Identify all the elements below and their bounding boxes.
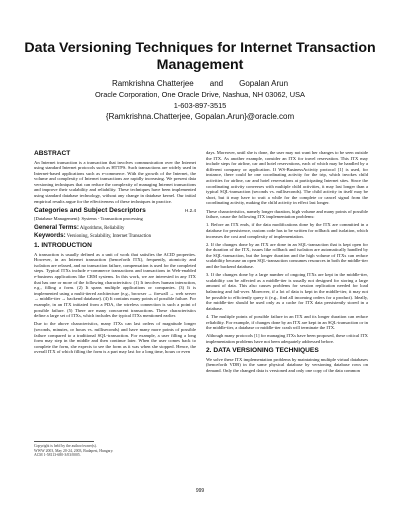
right-column [206, 150, 368, 376]
categories-body: [Database Management]: Systems - Transaction processing [34, 216, 143, 222]
author-and: and [209, 79, 224, 88]
author-phone: 1-603-897-3515 [173, 101, 227, 110]
general-terms-value: Algorithms, Reliability [79, 225, 125, 231]
right-paragraph-2: These characteristics, namely longer duration, high volume and many points of possible failure, cause the following ITX implementation problems: [206, 208, 368, 220]
page-number: 999 [195, 488, 205, 494]
problem-item-2: 2. If the changes done by an ITX are done in an SQL-transaction that is kept open for the duration of the ITX, issues like rollback and isolation are automatically handled by the SQL-transaction, but the longer duration and the high volume of ITXs can reduce scalability because an open SQL-transaction consumes resources in both the middle-tier and the backend database. [206, 241, 368, 270]
section-2-heading: 2. DATA VERSIONING TECHNIQUES [206, 347, 319, 355]
intro-paragraph-1: A transaction is usually defined as a unit of work that satisfies the ACID properties. However, in an Internet transaction (henceforth ITX), frequently, atomicity and isolation are relaxed, and no transaction failure, compensation is used for the completed steps. Typical ITXs include e-commerce transactions and transactions in Web-enabled e-business applications like CRM systems. In this work, we are interested in any ITX that has one or more of the following characteristics: (1) It involves human interaction, e.g., filling a form. (2) It spans multiple applications or companies. (3) It is implemented using a multi-tiered architecture (e.g., browser → firewall → web server → middle-tier → backend database). (4) It contains many points of possible failure. For example, in an ITX initiated from a PDA, the wireless connection is such a point of possible failure. (5) There are many concurrent transactions. These characteristics define a large set of ITXs, which includes the typical ITXs mentioned earlier. [34, 251, 196, 319]
left-column [34, 148, 196, 358]
keywords-value: Versioning, Scalability, Internet Transaction [66, 234, 152, 240]
paper-title: Data Versioning Techniques for Internet Transaction Management [24, 40, 376, 73]
intro-paragraph-2: Due to the above characteristics, many ITXs can last orders of magnitude longer (seconds, minutes, or hours vs. milliseconds) and have many more points of possible failure compared to a traditional SQL-transaction. For example, a user filling a long form may step in the middle and then continue later. When the user comes back to complete the form, she expects to see the form as it was when she stopped. Hence, the overall ITX of which filling the form is a part may last for a long time, hours or even [34, 321, 196, 355]
right-paragraph-3: Although many protocols [1] for managing ITXs have been proposed, these critical ITX implementation problems have not been adequately addressed before. [206, 333, 368, 344]
problem-item-1: 1. Before an ITX ends, if the data modifications done by the ITX are committed in a database for persistence, custom code has to be written for rollback and isolation, which increases the cost and complexity of implementation. [206, 222, 368, 239]
categories-heading: Categories and Subject Descriptors H.2.4 [34, 206, 196, 214]
problem-item-4: 4. The multiple points of possible failure in an ITX and its longer duration can reduce reliability. For example, if changes done by an ITX are kept in an SQL-transaction or in the middle-tier, a database or middle-tier crash will terminate the ITX. [206, 314, 368, 331]
abstract-text: An Internet transaction is a transaction that involves communication over the Internet using standard Internet protocols such as HTTPS. Such transactions are widely used in Internet-based applications such as e-commerce. With the growth of the Internet, the volume and complexity of Internet transactions are rapidly increasing. We present data versioning techniques that can reduce the complexity of managing Internet transactions and improve their scalability and reliability. These techniques have been implemented using standard database technology, without any change in database kernel. Our initial empirical results argue for the effectiveness of these techniques in practice. [34, 159, 196, 204]
right-paragraph-4: We solve these ITX implementation problems by maintaining multiple virtual databases (henceforth VDB) in the same physical database by versioning database rows on demand. Only the changed data is versioned and only one copy of the data common [206, 356, 368, 373]
copyright-notice [34, 441, 174, 458]
right-paragraph-1: days. Moreover, until she is done, the user may not want her changes to be seen outside the ITX. As another example, consider an ITX for travel reservation. This ITX may include steps for airline, car and hotel reservations, each of which may be handled by a different company or application. If WS-BusinessActivity protocol [1] is used, for instance, there could be one coordinating activity for the trip, which invokes child activities for airline, car and hotel reservations at participating Internet sites. Since the coordinating activity converses with multiple child activities, it may last longer than a typical SQL-transaction (seconds vs. milliseconds). The child activity in itself may be short, but it may have to wait a while for the complete or cancel signal from the coordinating activity, making the child activity in effect last longer. [206, 150, 368, 206]
abstract-heading: ABSTRACT [34, 150, 71, 157]
general-terms [34, 225, 196, 232]
categories-code: H.2.4 [185, 207, 196, 213]
author-name-2: Gopalan Arun [239, 79, 289, 88]
problem-item-3: 3. If the changes done by a large number of ongoing ITXs are kept in the middle-tier, scalability can be affected as a middle-tier is usually not designed for storing a large amount of data. This also causes problems for session replication needed for load balancing and fail-over. Moreover, if a lot of data is kept in the middle-tier, it may not be possible to efficiently query it (e.g., find all incoming orders for a product). Ideally, the middle-tier should be used only as a cache for ITX data persistently stored in a database. [206, 272, 368, 311]
author-names [20, 78, 380, 89]
author-emails: {Ramkrishna.Chatterjee, Gopalan.Arun}@oracle.com [105, 112, 295, 121]
keywords [34, 233, 196, 240]
copyright-line-1: Copyright is held by the author/owner(s). [34, 444, 97, 448]
general-terms-label: General Terms: [34, 223, 79, 231]
keywords-label: Keywords: [34, 232, 66, 240]
author-name-1: Ramkrishna Chatterjee [111, 79, 194, 88]
author-affiliation: Oracle Corporation, One Oracle Drive, Nashua, NH 03062, USA [95, 90, 305, 99]
intro-heading: 1. INTRODUCTION [34, 242, 92, 250]
copyright-rule [34, 441, 94, 442]
copyright-line-2: WWW 2003, May 20-24, 2003, Budapest, Hungary. [34, 448, 114, 453]
copyright-line-3: ACM 1-58113-680-3/03/0005. [34, 453, 81, 458]
author-block [20, 78, 380, 122]
